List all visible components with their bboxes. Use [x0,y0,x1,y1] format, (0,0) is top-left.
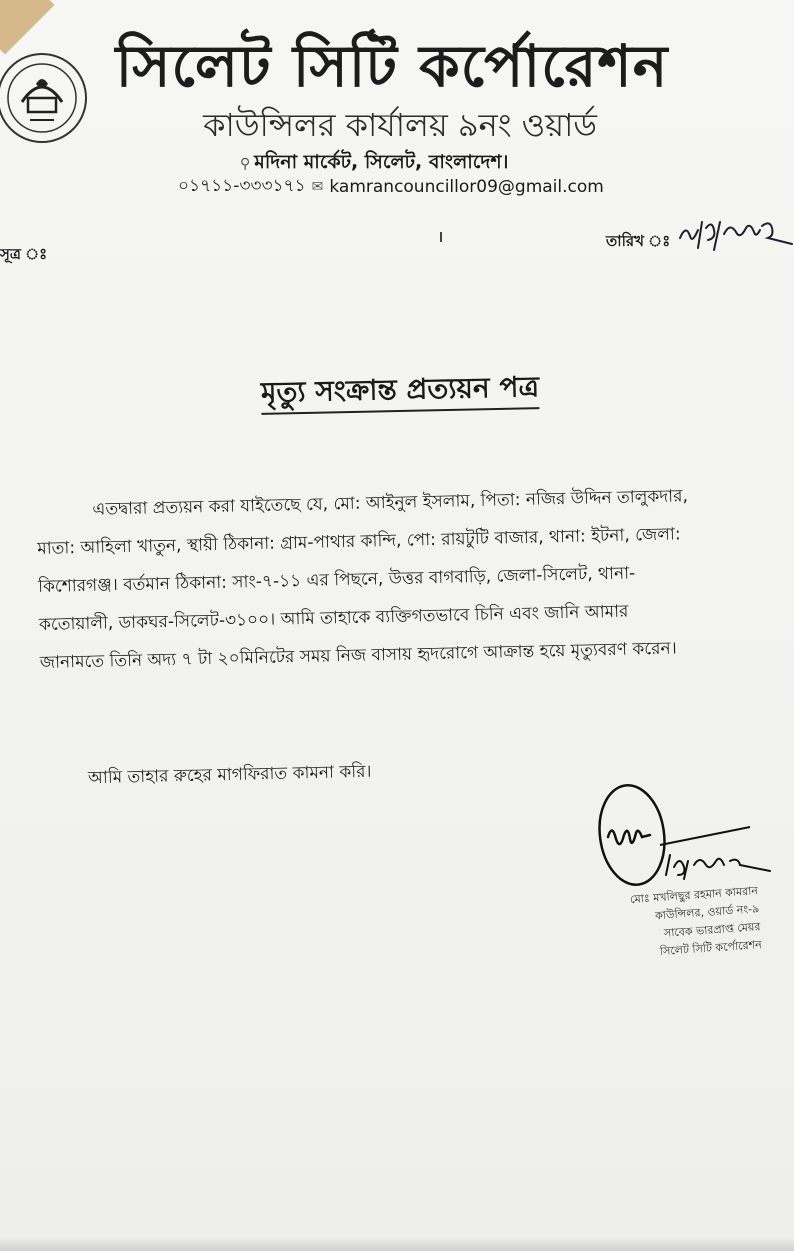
email-address: kamrancouncillor09@gmail.com [329,177,604,197]
envelope-icon: ✉ [311,179,324,195]
date-label: তারিখ ঃ [606,232,671,250]
stamp-line: সিলেট সিটি কর্পোরেশন [659,938,763,959]
councillor-stamp [588,882,763,966]
contact-line [178,173,618,201]
stamp-line: কাউন্সিলর, ওয়ার্ড নং-৯ [654,902,760,923]
stray-mark [440,232,442,242]
councillor-signature-icon [590,775,790,905]
phone-number: ০১৭১১-৩৩৩১৭১ [178,176,306,196]
certificate-body [36,476,730,682]
address-text: মদিনা মার্কেট, সিলেট, বাংলাদেশ। [254,151,509,173]
stamp-line: সাবেক ভারপ্রাপ্ত মেয়র [663,920,761,940]
page-bottom-edge [0,1237,794,1251]
city-corporation-seal-icon [0,40,100,150]
body-line: মাতা: আহিলা খাতুন, স্থায়ী ঠিকানা: গ্রাম-পাথার কান্দি, পো: রায়টুটি বাজার, থানা: ইটনা, জেলা: [37,524,681,559]
body-line: কতোয়ালী, ডাকঘর-সিলেট-৩১০০। আমি তাহাকে ব্যক্তিগতভাবে চিনি এবং জানি আমার [38,601,629,635]
document-title-text: মৃত্যু সংক্রান্ত প্রত্যয়ন পত্র [261,370,540,415]
office-name: কাউন্সিলর কার্যালয় ৯নং ওয়ার্ড [203,106,597,144]
document-title [190,364,611,420]
body-line: কিশোরগঞ্জ। বর্তমান ঠিকানা: সাং-৭-১১ এর পিছনে, উত্তর বাগবাড়ি, জেলা-সিলেট, থানা- [37,563,636,597]
handwritten-date-icon [676,214,794,254]
reference-label: সূত্র ঃ [0,245,48,263]
organization-name: সিলেট সিটি কর্পোরেশন [115,32,669,100]
prayer-line: আমি তাহার রুহের মাগফিরাত কামনা করি। [87,761,372,789]
body-line: জানামতে তিনি অদ্য ৭ টা ২০মিনিটের সময় নিজ বাসায় হৃদরোগে আক্রান্ত হয়ে মৃত্যুবরণ করেন। [39,638,677,673]
location-pin-icon: ⚲ [240,156,251,172]
stamp-line: মোঃ মখলিছুর রহমান কামরান [629,884,759,907]
body-line: এতদ্বারা প্রত্যয়ন করা যাইতেছে যে, মো: আইনুল ইসলাম, পিতা: নজির উদ্দিন তালুকদার, [92,486,689,520]
